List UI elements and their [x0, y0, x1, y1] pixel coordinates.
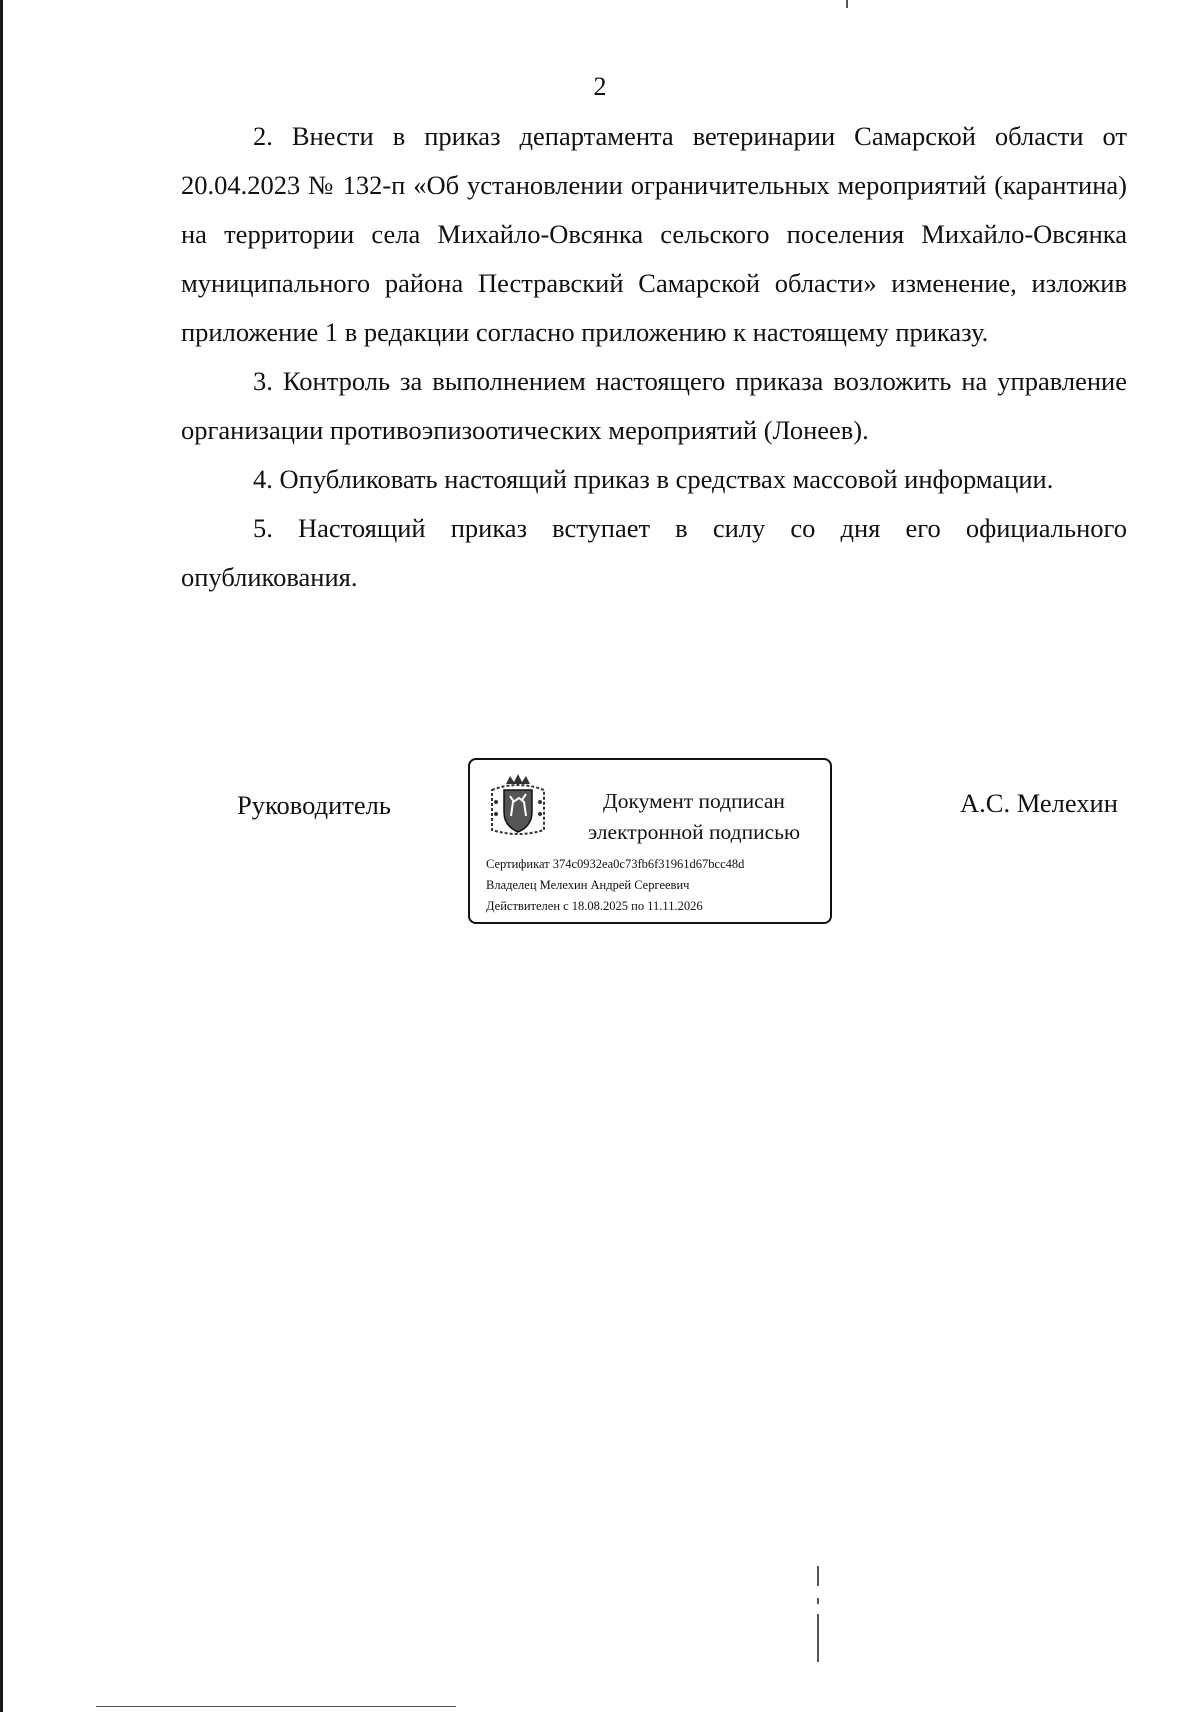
stamp-title-line-1: Документ подписан: [603, 789, 785, 813]
scan-mark-top: [846, 0, 848, 8]
stamp-title-line-2: электронной подписью: [587, 820, 801, 844]
scan-mark-right-2: [817, 1598, 819, 1604]
scan-mark-bottom: [96, 1706, 456, 1707]
scan-mark-right-3: [817, 1614, 819, 1662]
document-body: [181, 112, 1127, 602]
page-number: 2: [593, 72, 607, 101]
paragraph-2: 2. Внести в приказ департамента ветеринарии Самарской области от 20.04.2023 № 132-п «Об установлении ограничительных мероприятий (карантина) на территории села Михайло-Овсянка сельского поселения Михайло-Овсянка муниципального района Пестравский Самарской области» изменение, изложив приложение 1 в редакции согласно приложению к настоящему приказу.: [181, 121, 1127, 347]
paragraph-5: 5. Настоящий приказ вступает в силу со дня его официального опубликования.: [181, 513, 1127, 592]
samara-coat-of-arms-icon: [486, 772, 550, 838]
signature-block: [0, 758, 1200, 938]
stamp-validity: Действителен с 18.08.2025 по 11.11.2026: [486, 899, 703, 913]
stamp-certificate: Сертификат 374c0932ea0c73fb6f31961d67bcc48d: [486, 857, 745, 871]
scan-mark-right-1: [817, 1566, 819, 1586]
stamp-owner: Владелец Мелехин Андрей Сергеевич: [486, 878, 690, 892]
stamp-details: [486, 854, 826, 917]
paragraph-3: 3. Контроль за выполнением настоящего приказа возложить на управление организации противоэпизоотических мероприятий (Лонеев).: [181, 366, 1127, 445]
electronic-signature-stamp: [468, 758, 832, 924]
stamp-title: [574, 786, 814, 848]
paragraph-4: 4. Опубликовать настоящий приказ в средствах массовой информации.: [253, 464, 1054, 494]
signer-title: Руководитель: [237, 790, 391, 820]
signer-name: А.С. Мелехин: [960, 788, 1118, 818]
